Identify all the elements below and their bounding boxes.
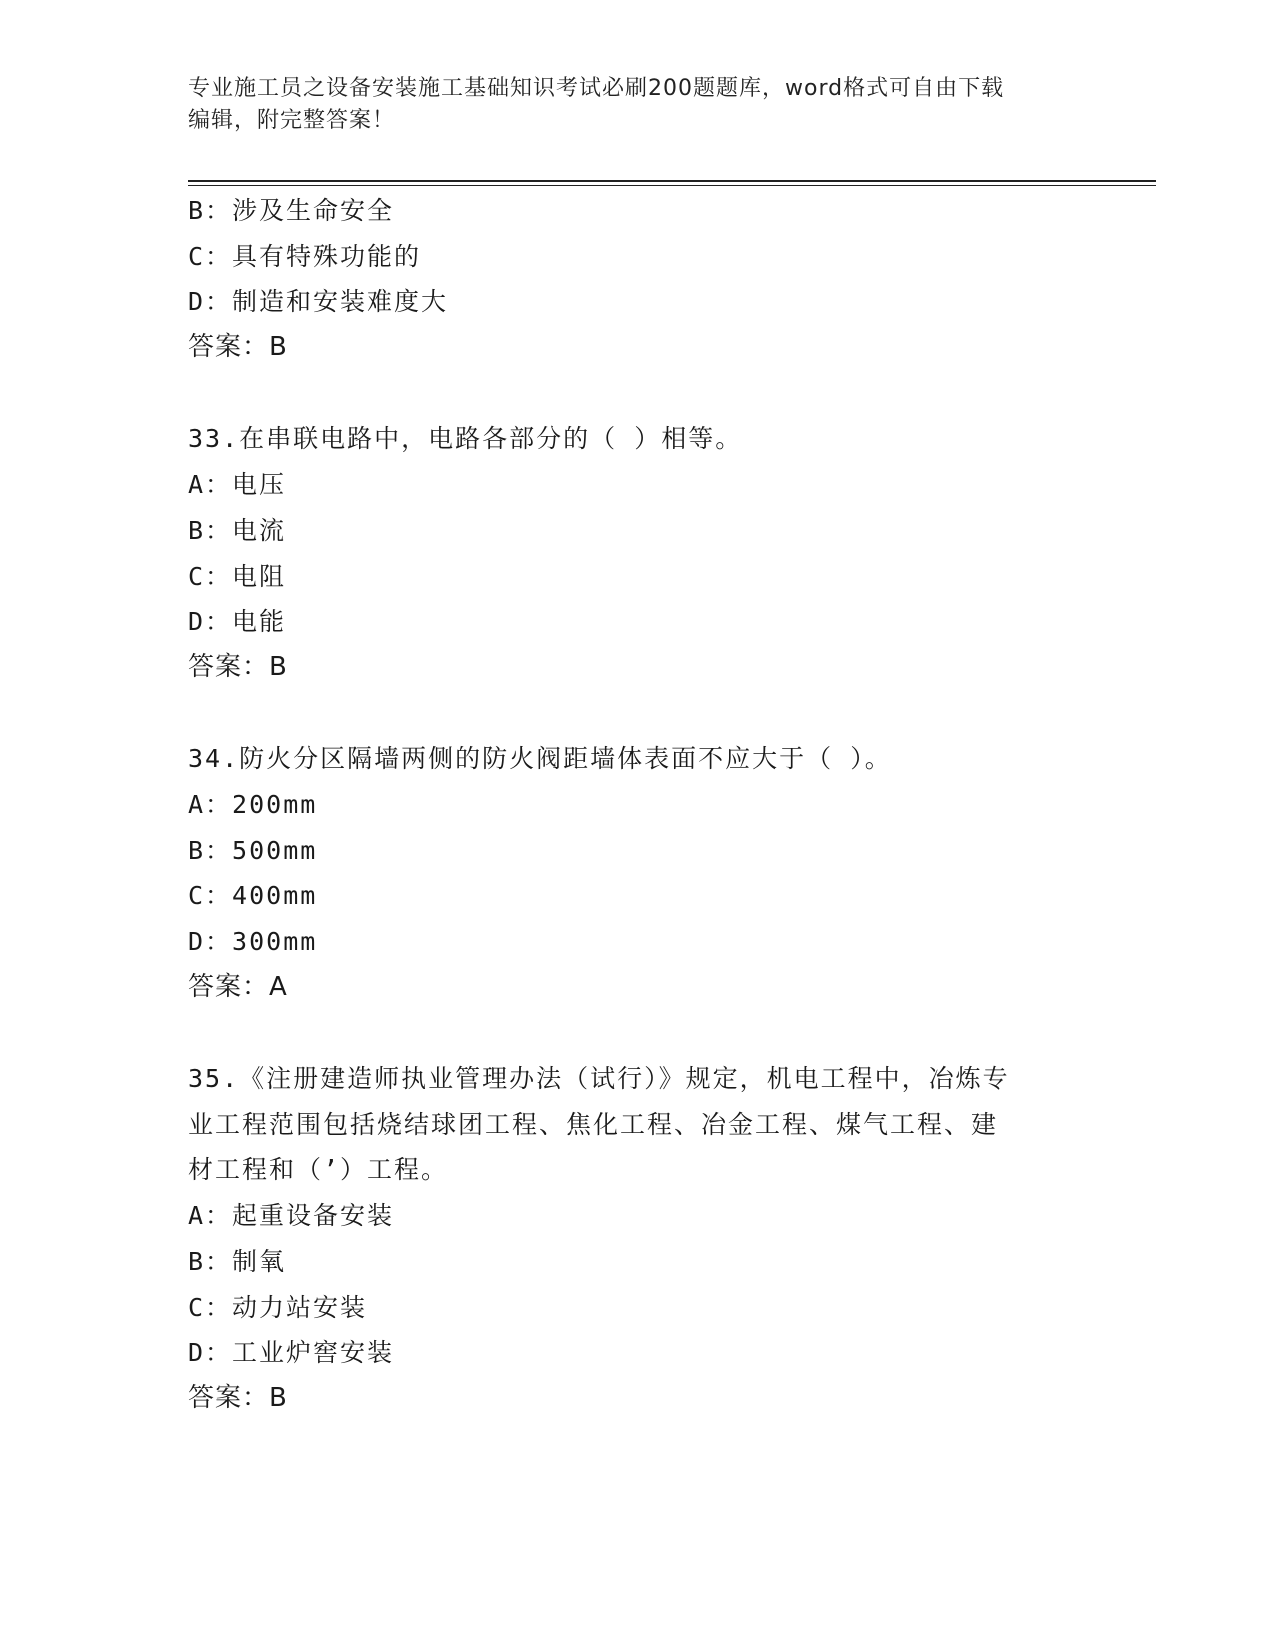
question-34 (188, 736, 1088, 1010)
option-a: A：起重设备安装 (188, 1201, 395, 1231)
option-b: B：500mm (188, 835, 318, 865)
question-stem-line-1: 35.《注册建造师执业管理办法（试行）》规定，机电工程中，冶炼专 (188, 1064, 1010, 1094)
option-b: B：制氧 (188, 1246, 287, 1276)
header-line-1: 专业施工员之设备安装施工基础知识考试必刷200题题库，word格式可自由下载 (188, 76, 1005, 101)
answer: 答案：A (188, 971, 288, 1002)
option-d: D：300mm (188, 927, 318, 956)
question-35 (188, 1056, 1088, 1422)
answer: 答案：B (188, 332, 288, 363)
option-b: B：涉及生命安全 (188, 196, 395, 225)
answer: 答案：B (188, 651, 288, 682)
question-stem: 33.在串联电路中，电路各部分的（ ）相等。 (188, 424, 743, 454)
option-a: A：200mm (188, 789, 318, 819)
question-33 (188, 416, 1088, 690)
option-c: C：动力站安装 (188, 1292, 368, 1322)
header-divider-thin (188, 185, 1156, 186)
header-line-2: 编辑，附完整答案！ (188, 108, 396, 133)
answer: 答案：B (188, 1382, 288, 1413)
question-32-continuation (188, 188, 1088, 371)
option-b: B：电流 (188, 515, 287, 545)
question-stem-line-3: 材工程和（’）工程。 (188, 1155, 449, 1185)
option-d: D：工业炉窖安装 (188, 1338, 395, 1368)
question-list (188, 188, 1088, 1422)
header-divider-thick (188, 180, 1156, 182)
option-d: D：电能 (188, 607, 287, 637)
spacer (188, 371, 1088, 417)
option-c: C：电阻 (188, 561, 287, 591)
document-header (188, 73, 1088, 137)
spacer (188, 1010, 1088, 1056)
question-stem: 34.防火分区隔墙两侧的防火阀距墙体表面不应大于（ ）。 (188, 744, 892, 774)
option-a: A：电压 (188, 470, 287, 500)
question-stem-line-2: 业工程范围包括烧结球团工程、焦化工程、冶金工程、煤气工程、建 (188, 1109, 999, 1139)
spacer (188, 691, 1088, 737)
option-c: C：400mm (188, 881, 318, 911)
option-d: D：制造和安装难度大 (188, 287, 449, 317)
option-c: C：具有特殊功能的 (188, 241, 422, 271)
